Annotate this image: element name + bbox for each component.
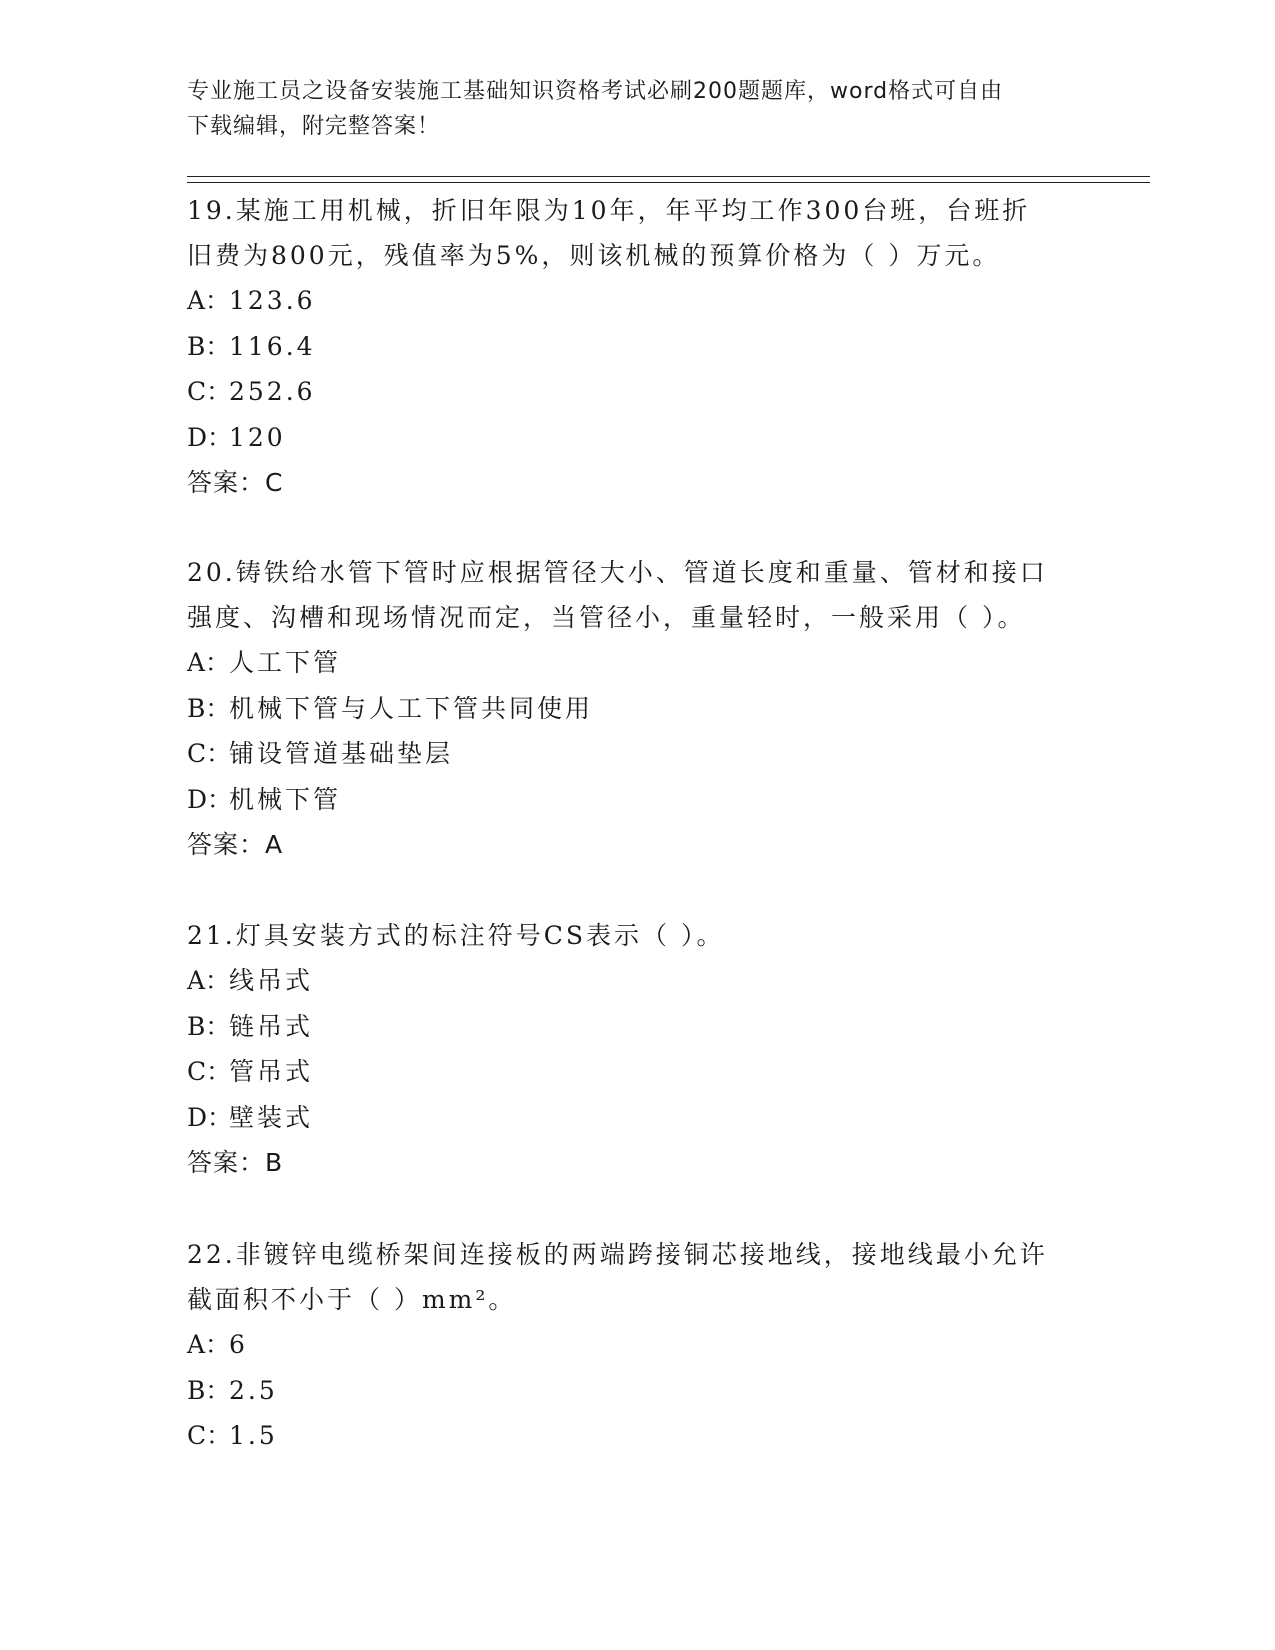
option-key: A：: [187, 1330, 231, 1359]
option-key: D：: [187, 1102, 233, 1132]
option-b: [187, 1368, 1087, 1414]
option-c: [187, 1049, 1087, 1095]
option-text: 链吊式: [229, 1011, 314, 1041]
option-d: [187, 1095, 1087, 1141]
option-text: 机械下管与人工下管共同使用: [229, 693, 594, 723]
question-stem-line: 旧费为800元，残值率为5%，则该机械的预算价格为（ ）万元。: [187, 241, 1001, 270]
option-b: [187, 686, 1087, 732]
question-stem-line: 22.非镀锌电缆桥架间连接板的两端跨接铜芯接地线，接地线最小允许: [187, 1240, 1048, 1269]
question-stem-line: 21.灯具安装方式的标注符号CS表示（ ）。: [187, 921, 725, 950]
option-c: [187, 1413, 1087, 1459]
option-key: A：: [187, 966, 231, 995]
option-text: 1.5: [229, 1421, 278, 1450]
document-header: [187, 74, 1087, 144]
option-key: B：: [187, 331, 231, 361]
question-stem-line: 20.铸铁给水管下管时应根据管径大小、管道长度和重量、管材和接口: [187, 558, 1048, 587]
option-text: 6: [229, 1330, 248, 1359]
option-text: 120: [229, 422, 286, 452]
option-d: [187, 415, 1087, 461]
question-21: [187, 913, 1087, 1185]
option-key: D：: [187, 784, 233, 814]
option-text: 2.5: [229, 1375, 278, 1405]
question-22: [187, 1232, 1087, 1459]
option-text: 壁装式: [229, 1102, 314, 1132]
option-d: [187, 777, 1087, 823]
option-c: [187, 731, 1087, 777]
option-key: C：: [187, 377, 232, 406]
option-text: 管吊式: [229, 1057, 314, 1086]
option-key: C：: [187, 1421, 232, 1450]
header-divider-bottom: [187, 182, 1150, 183]
answer-line: 答案：B: [187, 1148, 284, 1177]
option-text: 252.6: [229, 377, 316, 406]
option-b: [187, 1004, 1087, 1050]
question-stem-line: 19.某施工用机械，折旧年限为10年，年平均工作300台班，台班折: [187, 196, 1031, 225]
option-key: D：: [187, 422, 233, 452]
option-text: 机械下管: [229, 784, 342, 814]
option-a: [187, 640, 1087, 686]
option-key: C：: [187, 1057, 232, 1086]
answer-line: 答案：A: [187, 830, 284, 859]
question-stem-line: 截面积不小于（ ）mm²。: [187, 1285, 517, 1314]
option-text: 线吊式: [229, 966, 314, 995]
option-key: A：: [187, 286, 231, 315]
option-text: 123.6: [229, 286, 316, 315]
header-line-1: 专业施工员之设备安装施工基础知识资格考试必刷200题题库，word格式可自由: [187, 79, 1004, 104]
option-a: [187, 958, 1087, 1004]
option-key: B：: [187, 1011, 231, 1041]
question-19: [187, 188, 1087, 505]
option-a: [187, 278, 1087, 324]
option-key: A：: [187, 648, 231, 677]
option-a: [187, 1322, 1087, 1368]
option-text: 116.4: [229, 331, 316, 361]
header-line-2: 下载编辑，附完整答案！: [187, 114, 441, 139]
answer-line: 答案：C: [187, 468, 284, 497]
header-divider-top: [187, 176, 1150, 177]
question-stem-line: 强度、沟槽和现场情况而定，当管径小，重量轻时，一般采用（ ）。: [187, 603, 1026, 632]
option-b: [187, 324, 1087, 370]
option-key: C：: [187, 739, 232, 768]
option-c: [187, 369, 1087, 415]
option-key: B：: [187, 693, 231, 723]
question-20: [187, 550, 1087, 867]
option-text: 铺设管道基础垫层: [229, 739, 454, 768]
option-text: 人工下管: [229, 648, 342, 677]
option-key: B：: [187, 1375, 231, 1405]
